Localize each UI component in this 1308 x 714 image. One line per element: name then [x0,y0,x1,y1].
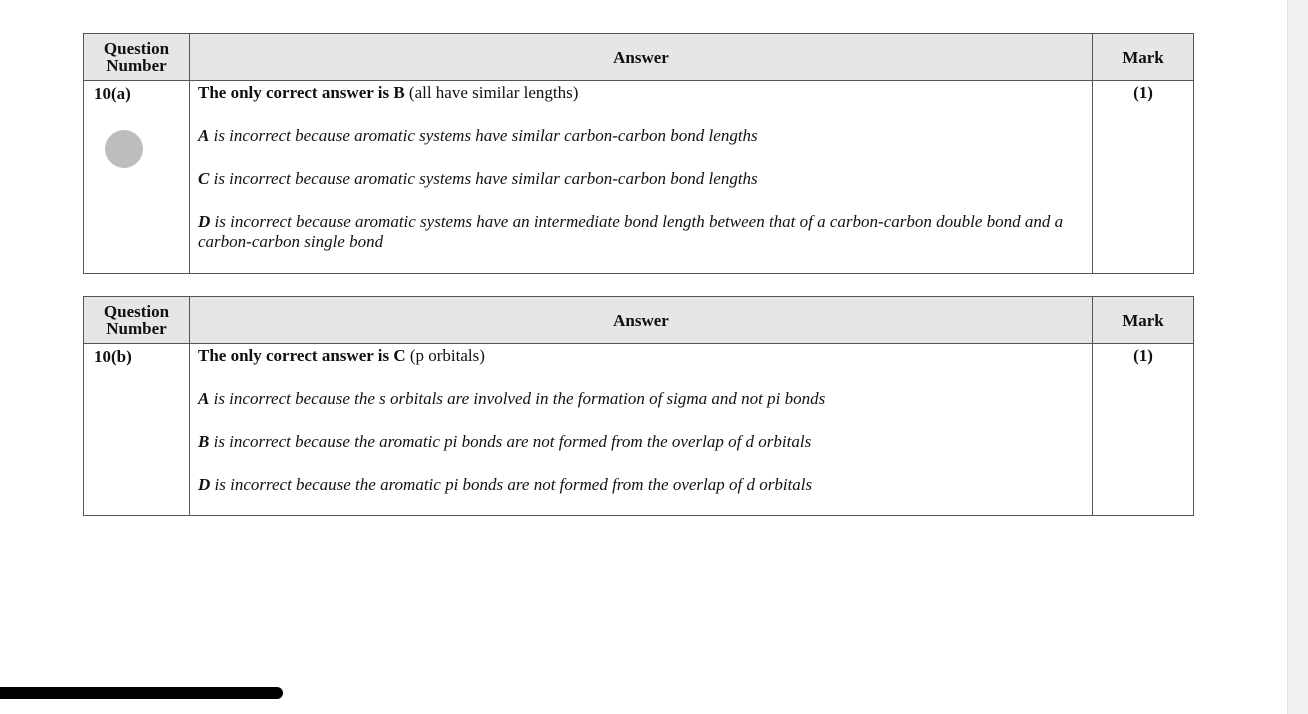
answer-header: Answer [190,34,1093,81]
option-explanation: A is incorrect because aromatic systems have similar carbon-carbon bond lengths [198,126,758,145]
mark-cell: (1) [1093,81,1194,274]
correct-answer-lead: The only correct answer is B [198,83,405,102]
answer-header: Answer [190,297,1093,344]
reading-progress-bar [0,687,283,699]
answer-cell [190,344,1093,516]
correct-answer-note: (all have similar lengths) [408,83,579,102]
question-number: 10(b) [94,347,132,366]
question-number-header: Question Number [84,34,190,81]
option-explanation: D is incorrect because the aromatic pi bonds are not formed from the overlap of d orbitals [198,475,813,494]
correct-answer-lead: The only correct answer is C [198,346,406,365]
correct-answer-line [198,346,1084,366]
question-number: 10(a) [94,84,131,103]
correct-answer-note: (p orbitals) [409,346,485,365]
mark-header: Mark [1093,297,1194,344]
question-number-header: Question Number [84,297,190,344]
markscheme-table-10a [83,33,1194,274]
answer-cell [190,81,1093,274]
reading-progress-track [0,687,1288,699]
option-explanation: A is incorrect because the s orbitals are involved in the formation of sigma and not pi bonds [198,389,826,408]
markscheme-table-10b [83,296,1194,516]
question-number-cell [84,81,190,274]
vertical-scrollbar[interactable] [1287,0,1308,714]
option-explanation: C is incorrect because aromatic systems have similar carbon-carbon bond lengths [198,169,758,188]
option-explanation: D is incorrect because aromatic systems have an intermediate bond length between that of a carbon-carbon double bond and a carbon-carbon single bond [198,212,1064,251]
grey-dot-marker [105,130,143,168]
mark-cell: (1) [1093,344,1194,516]
correct-answer-line [198,83,1084,103]
option-explanation: B is incorrect because the aromatic pi bonds are not formed from the overlap of d orbitals [198,432,812,451]
question-number-cell [84,344,190,516]
mark-header: Mark [1093,34,1194,81]
